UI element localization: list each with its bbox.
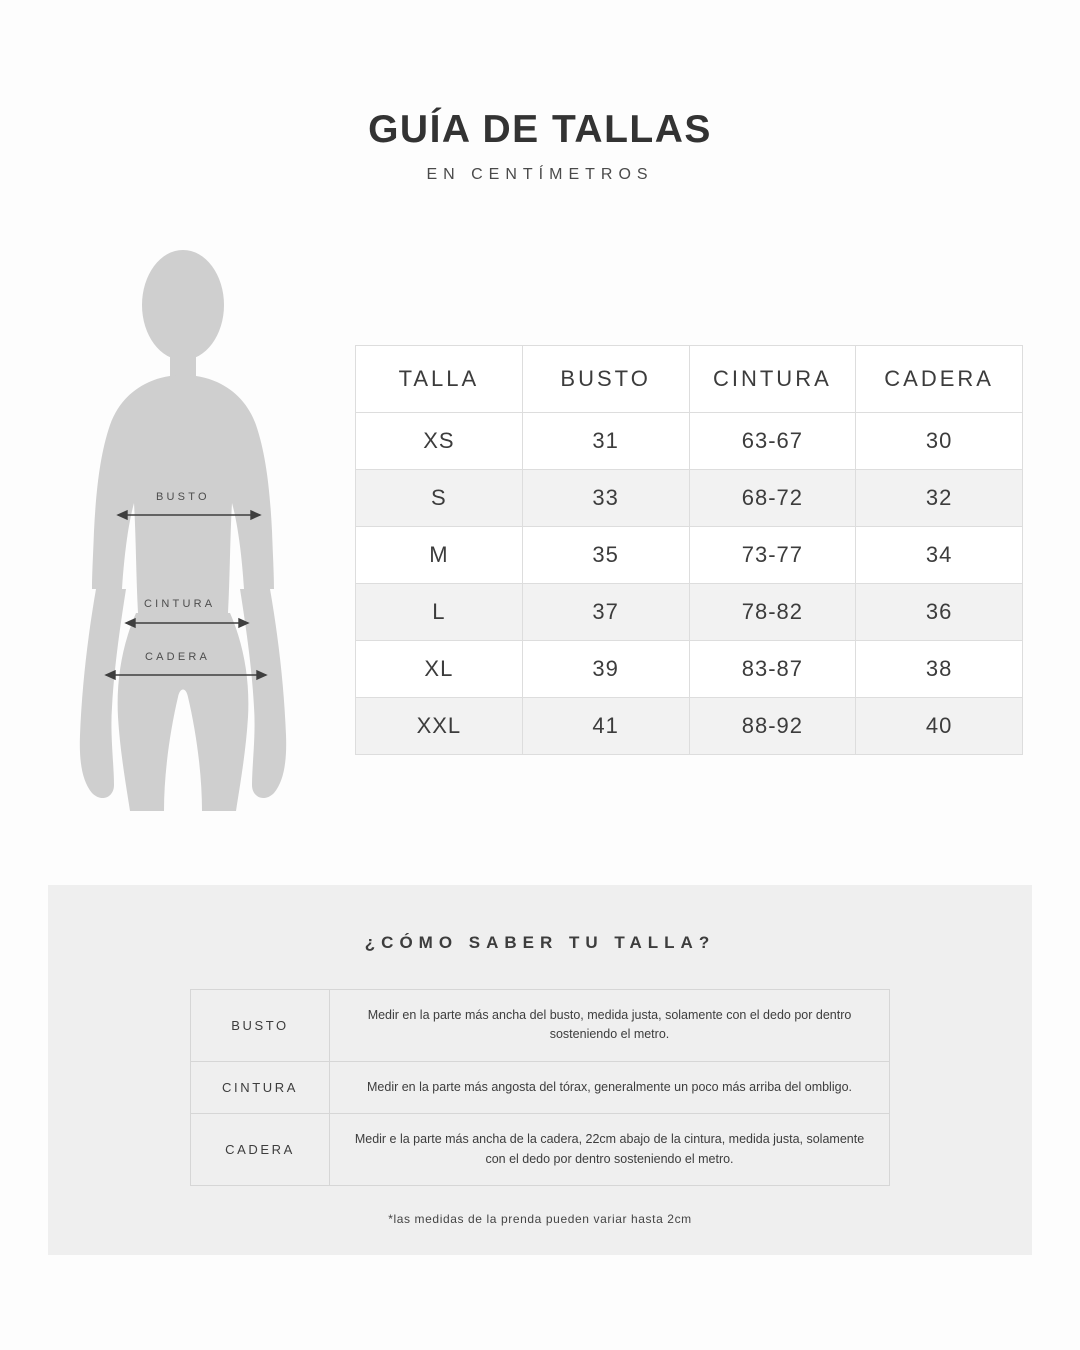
column-header-talla: TALLA bbox=[356, 346, 523, 413]
page-title: GUÍA DE TALLAS bbox=[368, 108, 712, 151]
how-to-note: *las medidas de la prenda pueden variar hasta 2cm bbox=[388, 1211, 692, 1226]
cell-talla: XL bbox=[356, 641, 523, 698]
how-to-key-cintura: CINTURA bbox=[191, 1061, 330, 1113]
table-header-row bbox=[356, 346, 1023, 413]
table-row bbox=[356, 470, 1023, 527]
cell-busto: 39 bbox=[522, 641, 689, 698]
how-to-key-busto: BUSTO bbox=[191, 990, 330, 1062]
female-silhouette-icon bbox=[48, 245, 318, 815]
cell-busto: 31 bbox=[522, 413, 689, 470]
table-row bbox=[356, 698, 1023, 755]
cell-talla: L bbox=[356, 584, 523, 641]
cell-cadera: 32 bbox=[856, 470, 1023, 527]
table-row bbox=[191, 1114, 890, 1186]
table-row bbox=[356, 584, 1023, 641]
cell-cadera: 34 bbox=[856, 527, 1023, 584]
column-header-cintura: CINTURA bbox=[689, 346, 856, 413]
cell-talla: XXL bbox=[356, 698, 523, 755]
how-to-key-cadera: CADERA bbox=[191, 1114, 330, 1186]
table-row bbox=[356, 641, 1023, 698]
cell-cadera: 30 bbox=[856, 413, 1023, 470]
how-to-title: ¿CÓMO SABER TU TALLA? bbox=[364, 933, 716, 952]
table-row bbox=[356, 413, 1023, 470]
cell-cadera: 36 bbox=[856, 584, 1023, 641]
cell-cintura: 88-92 bbox=[689, 698, 856, 755]
cell-busto: 33 bbox=[522, 470, 689, 527]
size-chart-container bbox=[355, 345, 1023, 755]
figure-label-cadera: CADERA bbox=[145, 651, 211, 663]
cell-talla: M bbox=[356, 527, 523, 584]
cell-talla: XS bbox=[356, 413, 523, 470]
column-header-cadera: CADERA bbox=[856, 346, 1023, 413]
cell-cintura: 73-77 bbox=[689, 527, 856, 584]
how-to-value-cadera: Medir e la parte más ancha de la cadera, 22cm abajo de la cintura, medida justa, solamente con el dedo por dentro sosteniendo el metro. bbox=[330, 1114, 890, 1186]
cell-busto: 35 bbox=[522, 527, 689, 584]
cell-busto: 37 bbox=[522, 584, 689, 641]
cell-cintura: 83-87 bbox=[689, 641, 856, 698]
body-figure-illustration bbox=[48, 245, 318, 815]
cell-cintura: 68-72 bbox=[689, 470, 856, 527]
cell-busto: 41 bbox=[522, 698, 689, 755]
how-to-table-container bbox=[190, 989, 890, 1186]
column-header-busto: BUSTO bbox=[522, 346, 689, 413]
table-row bbox=[191, 990, 890, 1062]
how-to-value-cintura: Medir en la parte más angosta del tórax, generalmente un poco más arriba del ombligo. bbox=[330, 1061, 890, 1113]
figure-label-cintura: CINTURA bbox=[144, 598, 216, 610]
how-to-measure-panel bbox=[48, 885, 1032, 1255]
cell-cadera: 40 bbox=[856, 698, 1023, 755]
figure-label-busto: BUSTO bbox=[156, 491, 210, 503]
cell-cintura: 63-67 bbox=[689, 413, 856, 470]
how-to-table bbox=[190, 989, 890, 1186]
page-subtitle: EN CENTÍMETROS bbox=[426, 166, 654, 183]
page-header bbox=[0, 0, 1080, 184]
how-to-value-busto: Medir en la parte más ancha del busto, medida justa, solamente con el dedo por dentro sosteniendo el metro. bbox=[330, 990, 890, 1062]
size-chart-table bbox=[355, 345, 1023, 755]
table-row bbox=[356, 527, 1023, 584]
cell-cintura: 78-82 bbox=[689, 584, 856, 641]
cell-cadera: 38 bbox=[856, 641, 1023, 698]
table-row bbox=[191, 1061, 890, 1113]
cell-talla: S bbox=[356, 470, 523, 527]
